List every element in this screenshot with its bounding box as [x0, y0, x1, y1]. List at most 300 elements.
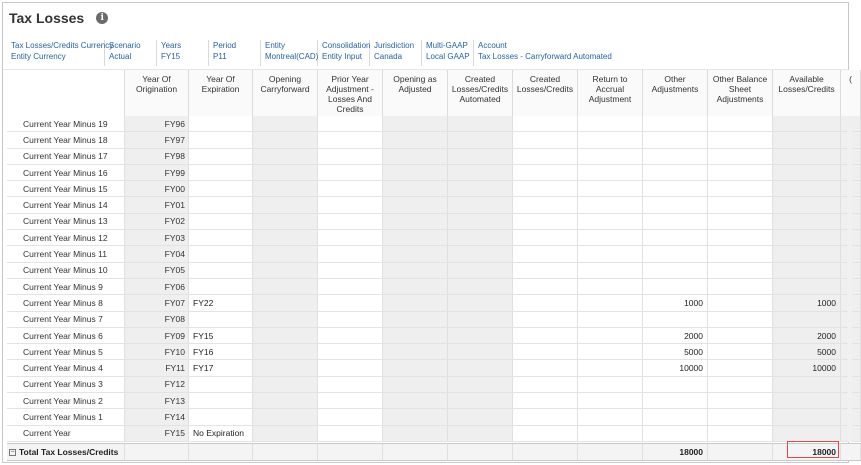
row-label: Current Year Minus 7 — [7, 312, 125, 327]
data-cell[interactable] — [578, 328, 643, 343]
data-cell — [448, 214, 513, 229]
data-cell[interactable] — [318, 165, 383, 180]
data-cell — [253, 181, 318, 196]
available-cell — [773, 197, 841, 212]
pov-label: Years — [161, 41, 182, 50]
data-cell — [448, 165, 513, 180]
row-label: Current Year Minus 19 — [7, 116, 125, 131]
origination-cell: FY98 — [125, 149, 189, 164]
data-cell[interactable] — [578, 165, 643, 180]
data-cell — [448, 328, 513, 343]
data-cell[interactable] — [708, 116, 773, 131]
other-adjustments-cell[interactable] — [643, 197, 708, 212]
data-cell[interactable] — [708, 377, 773, 392]
row-label: Current Year Minus 10 — [7, 263, 125, 278]
data-cell[interactable] — [318, 360, 383, 375]
pov-label: Period — [213, 41, 237, 50]
data-cell[interactable] — [318, 312, 383, 327]
pov-value[interactable]: Montreal(CAD) — [265, 52, 319, 61]
other-adjustments-cell[interactable]: 1000 — [643, 295, 708, 310]
column-header[interactable]: Available Losses/Credits — [773, 70, 841, 123]
data-cell[interactable] — [708, 132, 773, 147]
data-cell — [253, 279, 318, 294]
data-cell — [253, 197, 318, 212]
data-cell[interactable] — [578, 132, 643, 147]
column-header[interactable]: ( — [841, 70, 861, 123]
data-cell — [448, 279, 513, 294]
expiration-cell[interactable] — [189, 116, 253, 131]
pov-label: Scenario — [109, 41, 141, 50]
data-cell[interactable] — [318, 132, 383, 147]
data-grid — [7, 70, 852, 464]
other-adjustments-cell[interactable] — [643, 214, 708, 229]
available-cell — [773, 377, 841, 392]
pov-value[interactable]: Local GAAP — [426, 52, 470, 61]
pov-value[interactable]: Actual — [109, 52, 132, 61]
other-adjustments-cell[interactable] — [643, 149, 708, 164]
data-cell[interactable] — [513, 360, 578, 375]
origination-cell: FY15 — [125, 426, 189, 441]
column-header[interactable]: Created Losses/Credits Automated — [448, 70, 513, 123]
row-label: Current Year Minus 14 — [7, 197, 125, 212]
data-cell[interactable] — [318, 230, 383, 245]
collapse-icon[interactable]: − — [10, 448, 15, 456]
data-cell — [383, 197, 448, 212]
other-adjustments-cell[interactable]: 2000 — [643, 328, 708, 343]
table-row — [7, 132, 861, 148]
data-cell[interactable] — [318, 197, 383, 212]
data-cell[interactable] — [513, 279, 578, 294]
page-title: Tax Losses — [9, 10, 85, 26]
available-cell — [773, 116, 841, 131]
data-cell[interactable] — [513, 328, 578, 343]
expiration-cell[interactable] — [189, 149, 253, 164]
data-cell — [383, 263, 448, 278]
table-row — [7, 279, 861, 295]
data-cell — [448, 230, 513, 245]
column-header[interactable]: Return to Accrual Adjustment — [578, 70, 643, 123]
table-row — [7, 312, 861, 328]
pov-label: Tax Losses/Credits Currency — [11, 41, 114, 50]
data-cell — [253, 230, 318, 245]
column-header[interactable]: Other Adjustments — [643, 70, 708, 123]
row-label: Current Year Minus 16 — [7, 165, 125, 180]
row-label: Current Year Minus 9 — [7, 279, 125, 294]
data-cell[interactable] — [578, 246, 643, 261]
total-row — [7, 443, 861, 461]
data-cell — [383, 409, 448, 424]
data-cell — [253, 246, 318, 261]
info-icon[interactable]: i — [96, 12, 108, 24]
data-cell[interactable] — [708, 214, 773, 229]
data-cell[interactable] — [578, 393, 643, 408]
table-row — [7, 246, 861, 262]
data-cell — [448, 360, 513, 375]
total-cell — [125, 444, 189, 460]
data-cell[interactable] — [318, 328, 383, 343]
other-adjustments-cell[interactable]: 5000 — [643, 344, 708, 359]
data-cell — [253, 360, 318, 375]
data-cell[interactable] — [578, 360, 643, 375]
table-row — [7, 393, 861, 409]
data-cell[interactable] — [578, 263, 643, 278]
data-cell[interactable] — [318, 377, 383, 392]
data-cell[interactable] — [708, 360, 773, 375]
row-label: Current Year Minus 12 — [7, 230, 125, 245]
data-cell[interactable] — [578, 377, 643, 392]
column-header[interactable]: Opening Carryforward — [253, 70, 318, 123]
data-cell[interactable] — [318, 246, 383, 261]
pov-item[interactable] — [474, 40, 614, 66]
data-cell[interactable] — [513, 295, 578, 310]
available-cell: 10000 — [773, 360, 841, 375]
row-label: Current Year Minus 1 — [7, 409, 125, 424]
other-adjustments-cell[interactable] — [643, 181, 708, 196]
column-header[interactable]: Year Of Expiration — [189, 70, 253, 123]
data-cell[interactable] — [513, 312, 578, 327]
other-adjustments-cell[interactable] — [643, 377, 708, 392]
pov-item[interactable] — [422, 40, 474, 66]
total-cell — [189, 444, 253, 460]
expiration-cell[interactable] — [189, 230, 253, 245]
available-cell: 5000 — [773, 344, 841, 359]
pov-item[interactable] — [7, 40, 114, 66]
data-cell[interactable] — [578, 312, 643, 327]
row-label: Current Year — [7, 426, 125, 441]
expiration-cell[interactable]: FY22 — [189, 295, 253, 310]
data-cell — [383, 312, 448, 327]
data-cell[interactable] — [708, 149, 773, 164]
data-cell — [383, 149, 448, 164]
other-adjustments-cell[interactable] — [643, 263, 708, 278]
table-row — [7, 263, 861, 279]
pov-value[interactable]: P11 — [213, 52, 227, 61]
total-cell — [841, 444, 861, 460]
data-cell — [253, 116, 318, 131]
data-cell[interactable] — [708, 393, 773, 408]
vertical-scrollbar[interactable] — [848, 124, 852, 442]
other-adjustments-cell[interactable] — [643, 279, 708, 294]
row-label: Current Year Minus 11 — [7, 246, 125, 261]
data-cell[interactable] — [578, 295, 643, 310]
data-cell — [448, 312, 513, 327]
expiration-cell[interactable] — [189, 263, 253, 278]
total-cell — [448, 444, 513, 460]
data-cell[interactable] — [578, 344, 643, 359]
data-cell — [448, 246, 513, 261]
origination-cell: FY00 — [125, 181, 189, 196]
data-cell — [448, 149, 513, 164]
row-label: Current Year Minus 8 — [7, 295, 125, 310]
origination-cell: FY10 — [125, 344, 189, 359]
row-label: Current Year Minus 2 — [7, 393, 125, 408]
other-adjustments-cell[interactable] — [643, 165, 708, 180]
available-cell: 2000 — [773, 328, 841, 343]
data-cell — [383, 116, 448, 131]
other-adjustments-cell[interactable] — [643, 409, 708, 424]
data-cell[interactable] — [708, 181, 773, 196]
pov-value[interactable]: FY15 — [161, 52, 181, 61]
data-cell — [383, 393, 448, 408]
data-cell[interactable] — [578, 426, 643, 441]
data-cell[interactable] — [513, 344, 578, 359]
table-row — [7, 360, 861, 376]
expiration-cell[interactable] — [189, 393, 253, 408]
data-cell[interactable] — [513, 263, 578, 278]
data-cell — [383, 360, 448, 375]
data-cell[interactable] — [513, 246, 578, 261]
origination-cell: FY09 — [125, 328, 189, 343]
data-cell[interactable] — [318, 426, 383, 441]
data-cell[interactable] — [578, 116, 643, 131]
table-row — [7, 149, 861, 165]
table-row — [7, 214, 861, 230]
expiration-cell[interactable] — [189, 279, 253, 294]
data-cell — [253, 149, 318, 164]
data-cell[interactable] — [578, 230, 643, 245]
data-cell[interactable] — [513, 230, 578, 245]
available-cell — [773, 149, 841, 164]
data-cell[interactable] — [513, 409, 578, 424]
origination-cell: FY08 — [125, 312, 189, 327]
data-cell[interactable] — [318, 344, 383, 359]
data-cell[interactable] — [513, 165, 578, 180]
data-cell[interactable] — [513, 149, 578, 164]
table-row — [7, 377, 861, 393]
pov-label: Consolidation — [322, 41, 371, 50]
origination-cell: FY96 — [125, 116, 189, 131]
pov-item[interactable] — [157, 40, 209, 66]
data-cell[interactable] — [578, 214, 643, 229]
pov-label: Entity — [265, 41, 286, 50]
origination-cell: FY04 — [125, 246, 189, 261]
origination-cell: FY03 — [125, 230, 189, 245]
total-available: 18000 — [773, 444, 841, 460]
data-cell[interactable] — [513, 197, 578, 212]
pov-label: Account — [478, 41, 507, 50]
available-cell — [773, 132, 841, 147]
other-adjustments-cell[interactable] — [643, 246, 708, 261]
data-cell — [383, 230, 448, 245]
origination-cell: FY05 — [125, 263, 189, 278]
table-row — [7, 181, 861, 197]
data-cell — [253, 409, 318, 424]
pov-item[interactable] — [318, 40, 370, 66]
data-cell — [383, 344, 448, 359]
total-label-text: Total Tax Losses/Credits — [19, 447, 119, 457]
data-cell — [383, 132, 448, 147]
data-cell — [448, 197, 513, 212]
available-cell — [773, 426, 841, 441]
expiration-cell[interactable] — [189, 312, 253, 327]
data-cell[interactable] — [708, 328, 773, 343]
grid-body[interactable] — [7, 118, 852, 442]
data-cell[interactable] — [708, 197, 773, 212]
origination-cell: FY07 — [125, 295, 189, 310]
expiration-cell[interactable]: FY17 — [189, 360, 253, 375]
pov-value[interactable]: Canada — [374, 52, 403, 61]
data-cell[interactable] — [708, 295, 773, 310]
origination-cell: FY14 — [125, 409, 189, 424]
available-cell: 1000 — [773, 295, 841, 310]
data-cell — [253, 214, 318, 229]
total-cell — [383, 444, 448, 460]
data-cell — [383, 279, 448, 294]
data-cell[interactable] — [318, 263, 383, 278]
pov-value[interactable]: Tax Losses - Carryforward Automated — [478, 52, 612, 61]
data-cell[interactable] — [513, 214, 578, 229]
column-header[interactable]: Created Losses/Credits — [513, 70, 578, 123]
data-cell — [253, 263, 318, 278]
data-cell — [383, 181, 448, 196]
column-header[interactable]: Prior Year Adjustment - Losses And Credits — [318, 70, 383, 123]
data-cell[interactable] — [578, 279, 643, 294]
data-cell — [253, 377, 318, 392]
row-label: Current Year Minus 18 — [7, 132, 125, 147]
column-header[interactable]: Other Balance Sheet Adjustments — [708, 70, 773, 123]
expiration-cell[interactable] — [189, 181, 253, 196]
pov-value[interactable]: Entity Currency — [11, 52, 66, 61]
data-cell — [448, 116, 513, 131]
data-cell[interactable] — [513, 116, 578, 131]
expiration-cell[interactable] — [189, 214, 253, 229]
table-row — [7, 116, 861, 132]
data-cell[interactable] — [318, 409, 383, 424]
table-row — [7, 409, 861, 425]
pov-item[interactable] — [261, 40, 318, 66]
data-cell — [448, 132, 513, 147]
table-row — [7, 328, 861, 344]
data-cell — [253, 165, 318, 180]
data-cell[interactable] — [708, 409, 773, 424]
expiration-cell[interactable] — [189, 246, 253, 261]
data-cell[interactable] — [708, 312, 773, 327]
expiration-cell[interactable]: No Expiration — [189, 426, 253, 441]
data-cell — [448, 263, 513, 278]
expiration-cell[interactable]: FY15 — [189, 328, 253, 343]
table-row — [7, 295, 861, 311]
row-label: Current Year Minus 3 — [7, 377, 125, 392]
other-adjustments-cell[interactable] — [643, 230, 708, 245]
expiration-cell[interactable] — [189, 165, 253, 180]
data-cell — [253, 393, 318, 408]
other-adjustments-cell[interactable]: 10000 — [643, 360, 708, 375]
other-adjustments-cell[interactable] — [643, 393, 708, 408]
available-cell — [773, 181, 841, 196]
data-cell[interactable] — [708, 263, 773, 278]
data-cell[interactable] — [318, 116, 383, 131]
pov-label: Multi-GAAP — [426, 41, 468, 50]
tax-losses-form — [2, 2, 852, 463]
data-cell[interactable] — [513, 426, 578, 441]
data-cell[interactable] — [513, 393, 578, 408]
data-cell — [383, 214, 448, 229]
table-row — [7, 230, 861, 246]
data-cell — [253, 132, 318, 147]
origination-cell: FY06 — [125, 279, 189, 294]
pov-value[interactable]: Entity Input — [322, 52, 363, 61]
data-cell — [383, 295, 448, 310]
data-cell[interactable] — [578, 149, 643, 164]
data-cell — [448, 393, 513, 408]
row-label: Current Year Minus 5 — [7, 344, 125, 359]
data-cell[interactable] — [318, 181, 383, 196]
data-cell[interactable] — [578, 197, 643, 212]
data-cell — [253, 328, 318, 343]
table-row — [7, 344, 861, 360]
data-cell[interactable] — [708, 246, 773, 261]
origination-cell: FY11 — [125, 360, 189, 375]
data-cell — [253, 426, 318, 441]
other-adjustments-cell[interactable] — [643, 116, 708, 131]
data-cell[interactable] — [708, 344, 773, 359]
data-cell[interactable] — [513, 377, 578, 392]
data-cell[interactable] — [318, 149, 383, 164]
available-cell — [773, 246, 841, 261]
data-cell — [448, 181, 513, 196]
origination-cell: FY99 — [125, 165, 189, 180]
expiration-cell[interactable]: FY16 — [189, 344, 253, 359]
data-cell[interactable] — [318, 393, 383, 408]
table-row — [7, 165, 861, 181]
available-cell — [773, 279, 841, 294]
pov-item[interactable] — [105, 40, 157, 66]
available-cell — [773, 409, 841, 424]
data-cell[interactable] — [318, 279, 383, 294]
pov-item[interactable] — [370, 40, 422, 66]
data-cell[interactable] — [513, 132, 578, 147]
data-cell[interactable] — [513, 181, 578, 196]
row-label: Current Year Minus 17 — [7, 149, 125, 164]
available-cell — [773, 263, 841, 278]
column-header[interactable]: Opening as Adjusted — [383, 70, 448, 123]
available-cell — [773, 214, 841, 229]
expiration-cell[interactable] — [189, 377, 253, 392]
data-cell — [448, 426, 513, 441]
total-cell — [318, 444, 383, 460]
data-cell[interactable] — [708, 426, 773, 441]
total-other-adjustments: 18000 — [643, 444, 708, 460]
row-label: Current Year Minus 15 — [7, 181, 125, 196]
available-cell — [773, 312, 841, 327]
expiration-cell[interactable] — [189, 409, 253, 424]
total-cell — [578, 444, 643, 460]
origination-cell: FY13 — [125, 393, 189, 408]
data-cell[interactable] — [708, 230, 773, 245]
total-label — [7, 444, 125, 460]
data-cell[interactable] — [708, 279, 773, 294]
expiration-cell[interactable] — [189, 197, 253, 212]
total-cell — [513, 444, 578, 460]
data-cell[interactable] — [578, 409, 643, 424]
pov-item[interactable] — [209, 40, 261, 66]
available-cell — [773, 165, 841, 180]
other-adjustments-cell[interactable] — [643, 426, 708, 441]
data-cell[interactable] — [318, 295, 383, 310]
data-cell — [448, 409, 513, 424]
origination-cell: FY01 — [125, 197, 189, 212]
data-cell — [253, 312, 318, 327]
data-cell[interactable] — [578, 181, 643, 196]
column-header[interactable]: Year Of Origination — [125, 70, 189, 123]
expiration-cell[interactable] — [189, 132, 253, 147]
data-cell — [253, 344, 318, 359]
origination-cell: FY02 — [125, 214, 189, 229]
other-adjustments-cell[interactable] — [643, 132, 708, 147]
data-cell[interactable] — [708, 165, 773, 180]
data-cell[interactable] — [318, 214, 383, 229]
other-adjustments-cell[interactable] — [643, 312, 708, 327]
